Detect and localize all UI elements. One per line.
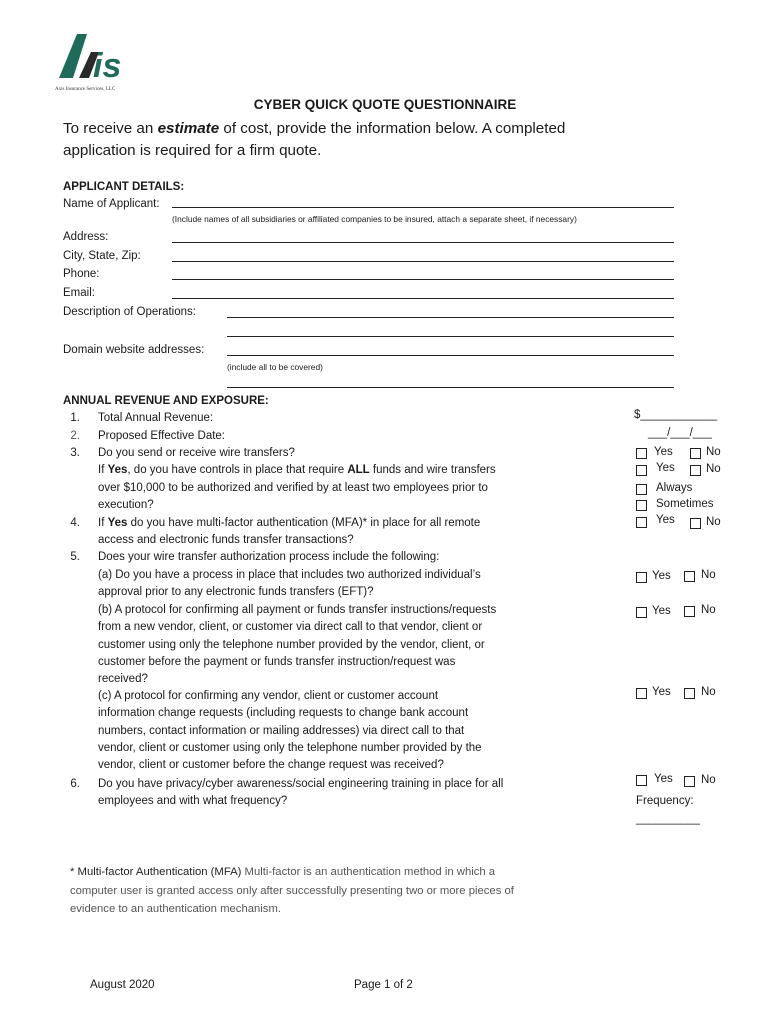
city-state-zip-field[interactable] (172, 261, 674, 262)
applicant-name-label: Name of Applicant: (63, 198, 160, 210)
q5b-no-checkbox[interactable] (684, 606, 695, 617)
revenue-heading: ANNUAL REVENUE AND EXPOSURE: (63, 395, 269, 407)
q5a-text: (a) Do you have a process in place that includes two authorized individual’s approval prior to any electronic funds transfers (EFT)? (98, 569, 481, 599)
q5b-text: (b) A protocol for confirming all payment or funds transfer instructions/requests from a new vendor, client, or customer via direct call to that vendor, client or customer using only the telephone number provided by the vendor, client, or customer before the payment or funds transfer instruction/request was received? (98, 604, 497, 686)
frequency-label: Frequency: (636, 795, 694, 807)
q5c-yes-checkbox[interactable] (636, 688, 647, 699)
operations-field-1[interactable] (227, 317, 674, 318)
phone-label: Phone: (63, 268, 100, 280)
applicant-name-field[interactable] (172, 207, 674, 208)
address-field[interactable] (172, 242, 674, 243)
effective-date-field[interactable]: ___/___/___ (648, 427, 712, 439)
q5c-text: (c) A protocol for confirming any vendor, client or customer account information change requests (including requests to change bank account numbers, contact information or mailing addresses) via direct call to that vendor, client or customer using only the telephone number provided by the vendor, client or customer before the change request was received? (98, 690, 482, 772)
applicant-heading: APPLICANT DETAILS: (63, 181, 185, 193)
q6-number: 6. (70, 778, 80, 790)
q5-text: Does your wire transfer authorization process include the following: (98, 551, 440, 563)
q3b-no-checkbox[interactable] (690, 465, 701, 476)
footer-page-number: Page 1 of 2 (354, 979, 413, 991)
email-label: Email: (63, 287, 95, 299)
q6-yes-checkbox[interactable] (636, 775, 647, 786)
footer-date: August 2020 (90, 979, 155, 991)
phone-field[interactable] (172, 279, 674, 280)
q5b-no-label: No (701, 604, 716, 616)
q5b-yes-checkbox[interactable] (636, 607, 647, 618)
q6-no-label: No (701, 774, 716, 786)
revenue-dollar-field[interactable]: $____________ (634, 409, 718, 421)
axis-logo-mark (55, 30, 145, 82)
q5a-yes-checkbox[interactable] (636, 572, 647, 583)
q6-yes-label: Yes (654, 773, 673, 785)
city-state-zip-label: City, State, Zip: (63, 250, 141, 262)
address-label: Address: (63, 231, 109, 243)
q5c-no-label: No (701, 686, 716, 698)
q3-always-checkbox[interactable] (636, 484, 647, 495)
q1-number: 1. (70, 412, 80, 424)
domain-field-1[interactable] (227, 355, 674, 356)
q5b-yes-label: Yes (652, 605, 671, 617)
q3-always-label: Always (656, 482, 693, 494)
mfa-footnote: * Multi-factor Authentication (MFA) Multi-factor is an authentication method in which a computer user is granted access only after successfully presenting two or more pieces of evidence to an authentication mechanism. (70, 866, 514, 915)
q3-no-label: No (706, 446, 721, 458)
q5a-no-checkbox[interactable] (684, 571, 695, 582)
frequency-field[interactable]: __________ (636, 813, 700, 825)
q4-yes-label: Yes (656, 514, 675, 526)
q1-text: Total Annual Revenue: (98, 412, 214, 424)
domain-label: Domain website addresses: (63, 344, 205, 356)
svg-text:is: is (93, 47, 122, 82)
q3-text: Do you send or receive wire transfers? If Yes, do you have controls in place that require ALL funds and wire transfers over $10,000 to be authorized and verified by at least two employees prior to execution? (98, 447, 496, 511)
logo (55, 30, 145, 92)
q5-number: 5. (70, 551, 80, 563)
q3-yes-checkbox[interactable] (636, 448, 647, 459)
q4-no-label: No (706, 516, 721, 528)
q4-yes-checkbox[interactable] (636, 517, 647, 528)
operations-field-2[interactable] (227, 336, 674, 337)
q5a-no-label: No (701, 569, 716, 581)
q3b-yes-checkbox[interactable] (636, 465, 647, 476)
q3-number: 3. (70, 447, 80, 459)
intro-text: To receive an estimate of cost, provide the information below. A completed application is required for a firm quote. (63, 120, 566, 159)
q5c-no-checkbox[interactable] (684, 688, 695, 699)
q2-number: 2. (70, 430, 80, 442)
q3-yes-label: Yes (654, 446, 673, 458)
domain-note: (include all to be covered) (227, 362, 323, 372)
q3b-yes-label: Yes (656, 462, 675, 474)
q3-sometimes-label: Sometimes (656, 498, 714, 510)
domain-field-2[interactable] (227, 387, 674, 388)
applicant-name-note: (Include names of all subsidiaries or affiliated companies to be insured, attach a separate sheet, if necessary) (172, 214, 577, 224)
q3-no-checkbox[interactable] (690, 448, 701, 459)
q4-number: 4. (70, 517, 80, 529)
q5c-yes-label: Yes (652, 686, 671, 698)
q6-no-checkbox[interactable] (684, 776, 695, 787)
intro-estimate-emphasis: estimate (157, 120, 220, 137)
q4-text: If Yes do you have multi-factor authentication (MFA)* in place for all remote access and electronic funds transfer transactions? (98, 517, 481, 547)
q3-sometimes-checkbox[interactable] (636, 500, 647, 511)
page-title: CYBER QUICK QUOTE QUESTIONNAIRE (253, 97, 517, 112)
operations-label: Description of Operations: (63, 306, 196, 318)
logo-company-name: Axis Insurance Services, LLC (55, 87, 116, 92)
q6-text: Do you have privacy/cyber awareness/social engineering training in place for all employees and with what frequency? (98, 778, 504, 808)
q2-text: Proposed Effective Date: (98, 430, 225, 442)
email-field[interactable] (172, 298, 674, 299)
q5a-yes-label: Yes (652, 570, 671, 582)
q4-no-checkbox[interactable] (690, 518, 701, 529)
q3b-no-label: No (706, 463, 721, 475)
